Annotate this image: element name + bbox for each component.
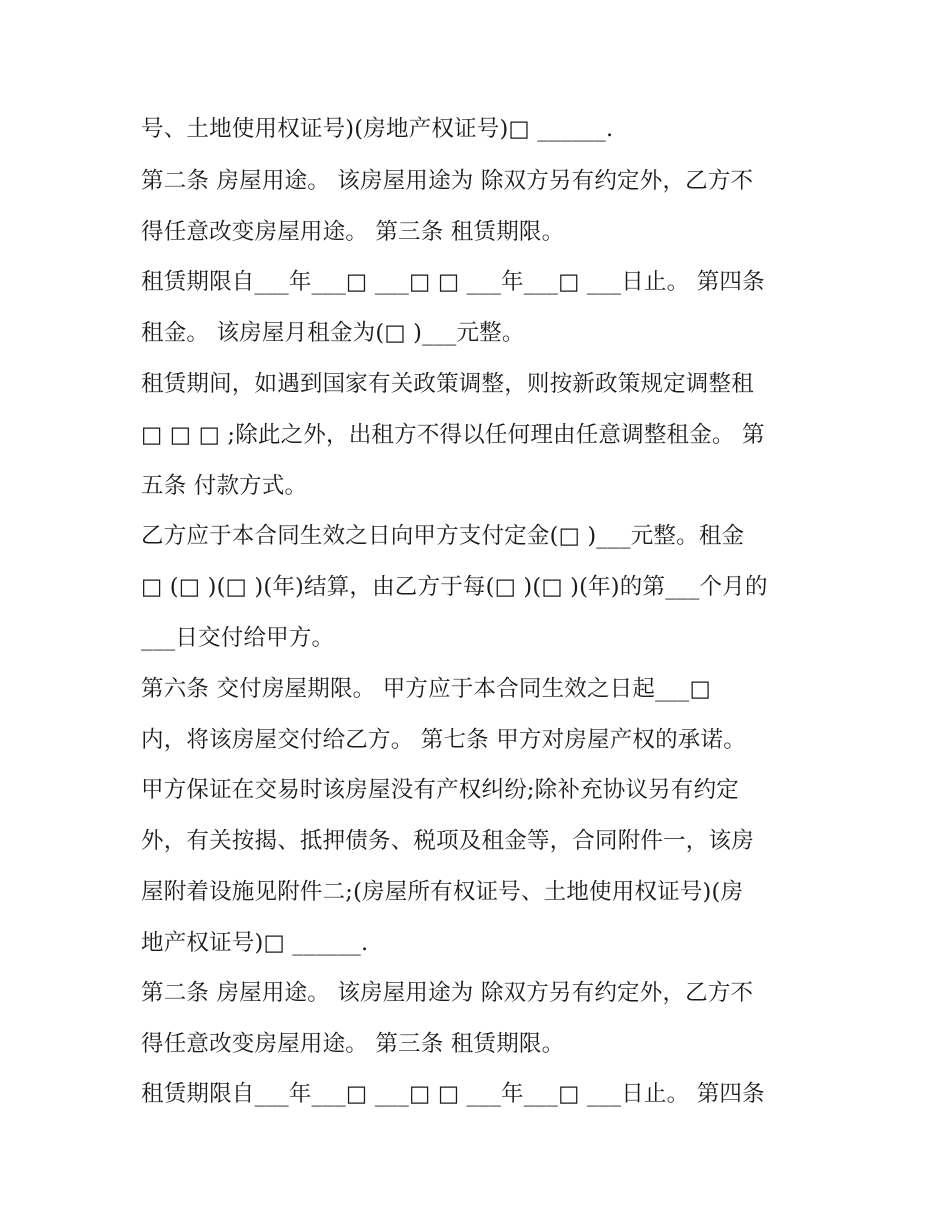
- text-line: 内，将该房屋交付给乙方。 第七条 甲方对房屋产权的承诺。: [141, 727, 746, 753]
- text-line: 五条 付款方式。: [141, 473, 308, 499]
- text-line: 租赁期间，如遇到国家有关政策调整，则按新政策规定调整租: [141, 371, 754, 397]
- text-line: 号、土地使用权证号)(房地产权证号)□ ______.: [141, 116, 614, 142]
- text-line: 第二条 房屋用途。 该房屋用途为 除双方另有约定外，乙方不: [141, 980, 754, 1006]
- text-line: □ □ □ ;除此之外，出租方不得以任何理由任意调整租金。 第: [141, 422, 765, 448]
- text-line: 租赁期限自___年___□ ___□ □ ___年___□ ___日止。 第四条: [141, 1081, 765, 1107]
- text-line: 乙方应于本合同生效之日向甲方支付定金(□ )___元整。租金: [141, 523, 745, 549]
- text-line: 第六条 交付房屋期限。 甲方应于本合同生效之日起___□: [141, 676, 711, 702]
- text-line: 租金。 该房屋月租金为(□ )___元整。: [141, 320, 525, 346]
- text-line: 得任意改变房屋用途。 第三条 租赁期限。: [141, 219, 565, 245]
- text-line: 甲方保证在交易时该房屋没有产权纠纷;除补充协议另有约定: [141, 777, 739, 803]
- text-line: 屋附着设施见附件二;(房屋所有权证号、土地使用权证号)(房: [141, 879, 744, 905]
- text-line: □ (□ )(□ )(年)结算，由乙方于每(□ )(□ )(年)的第___个月的: [141, 574, 768, 600]
- text-line: ___日交付给甲方。: [141, 625, 335, 651]
- text-line: 得任意改变房屋用途。 第三条 租赁期限。: [141, 1031, 565, 1057]
- text-line: 第二条 房屋用途。 该房屋用途为 除双方另有约定外，乙方不: [141, 168, 754, 194]
- text-line: 地产权证号)□ ______.: [141, 930, 369, 956]
- text-line: 租赁期限自___年___□ ___□ □ ___年___□ ___日止。 第四条: [141, 269, 765, 295]
- text-line: 外，有关按揭、抵押债务、税项及租金等，合同附件一，该房: [141, 828, 754, 854]
